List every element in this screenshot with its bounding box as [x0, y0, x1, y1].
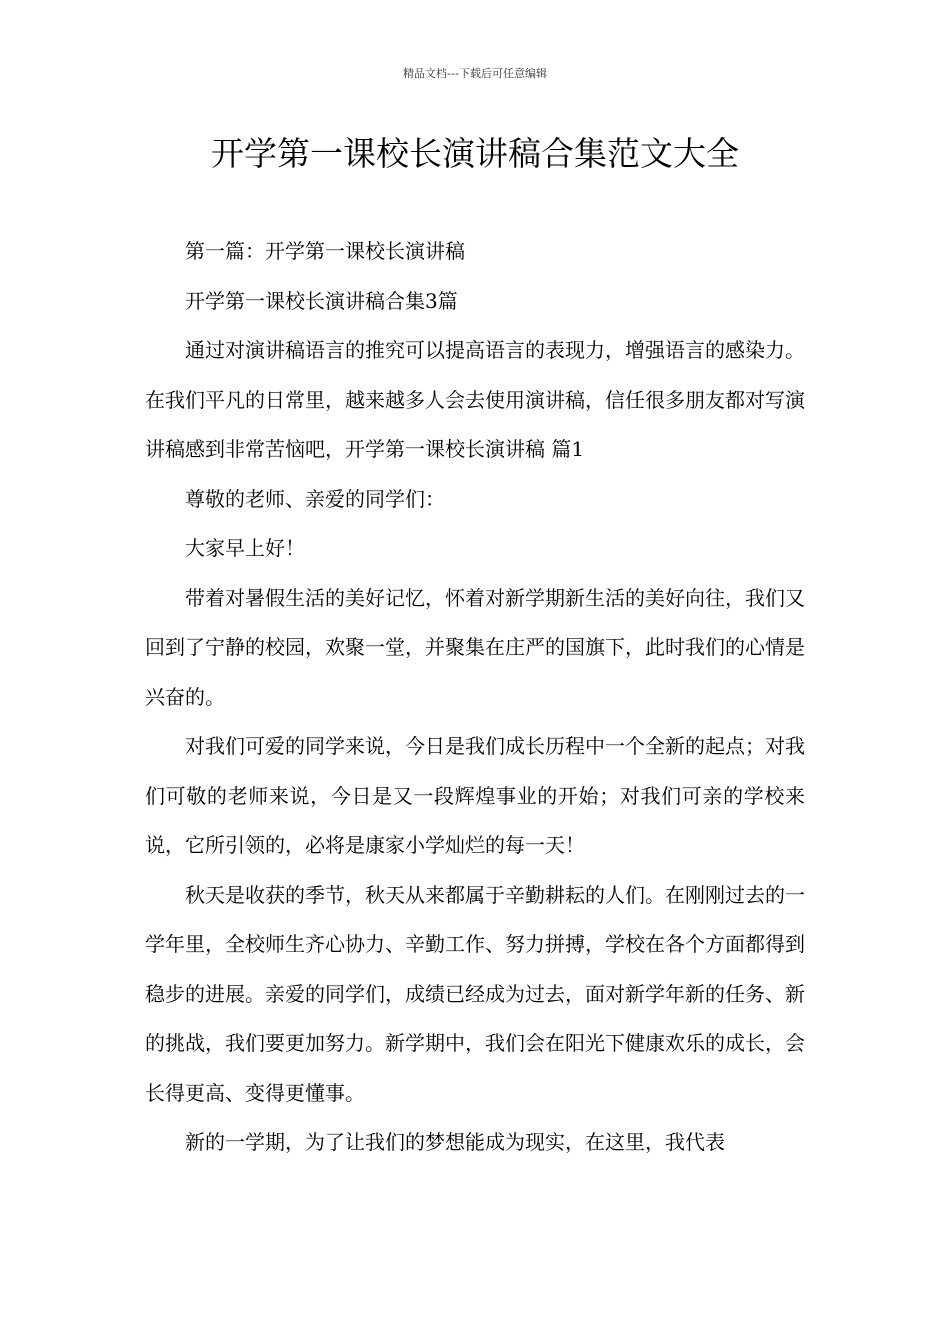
paragraph: 大家早上好！ [185, 536, 305, 560]
paragraph: 尊敬的老师、亲爱的同学们： [185, 486, 445, 511]
paragraph: 对我们可爱的同学来说，今日是我们成长历程中一个全新的起点；对我们可敬的老师来说，今日是又一段辉煌事业的开始；对我们可亲的学校来说，它所引领的，必将是康家小学灿烂的每一天！ [145, 734, 805, 857]
document-title: 开学第一课校长演讲稿合集范文大全 [211, 134, 739, 173]
document-body [145, 227, 805, 1168]
header-note: 精品文档---下载后可任意编辑 [403, 67, 547, 80]
paragraph: 开学第一课校长演讲稿合集3篇 [185, 288, 458, 313]
paragraph: 第一篇：开学第一课校长演讲稿 [185, 239, 465, 263]
paragraph: 通过对演讲稿语言的推究可以提高语言的表现力，增强语言的感染力。在我们平凡的日常里，越来越多人会去使用演讲稿，信任很多朋友都对写演讲稿感到非常苦恼吧，开学第一课校长演讲稿 篇1 [145, 338, 805, 461]
paragraph: 新的一学期，为了让我们的梦想能成为现实，在这里，我代表 [185, 1130, 725, 1154]
paragraph: 秋天是收获的季节，秋天从来都属于辛勤耕耘的人们。在刚刚过去的一学年里，全校师生齐心协力、辛勤工作、努力拼搏，学校在各个方面都得到稳步的进展。亲爱的同学们，成绩已经成为过去，面对新学年新的任务、新的挑战，我们要更加努力。新学期中，我们会在阳光下健康欢乐的成长，会长得更高、变得更懂事。 [145, 882, 805, 1105]
paragraph: 带着对暑假生活的美好记忆，怀着对新学期新生活的美好向往，我们又回到了宁静的校园，欢聚一堂，并聚集在庄严的国旗下，此时我们的心情是兴奋的。 [145, 585, 805, 709]
